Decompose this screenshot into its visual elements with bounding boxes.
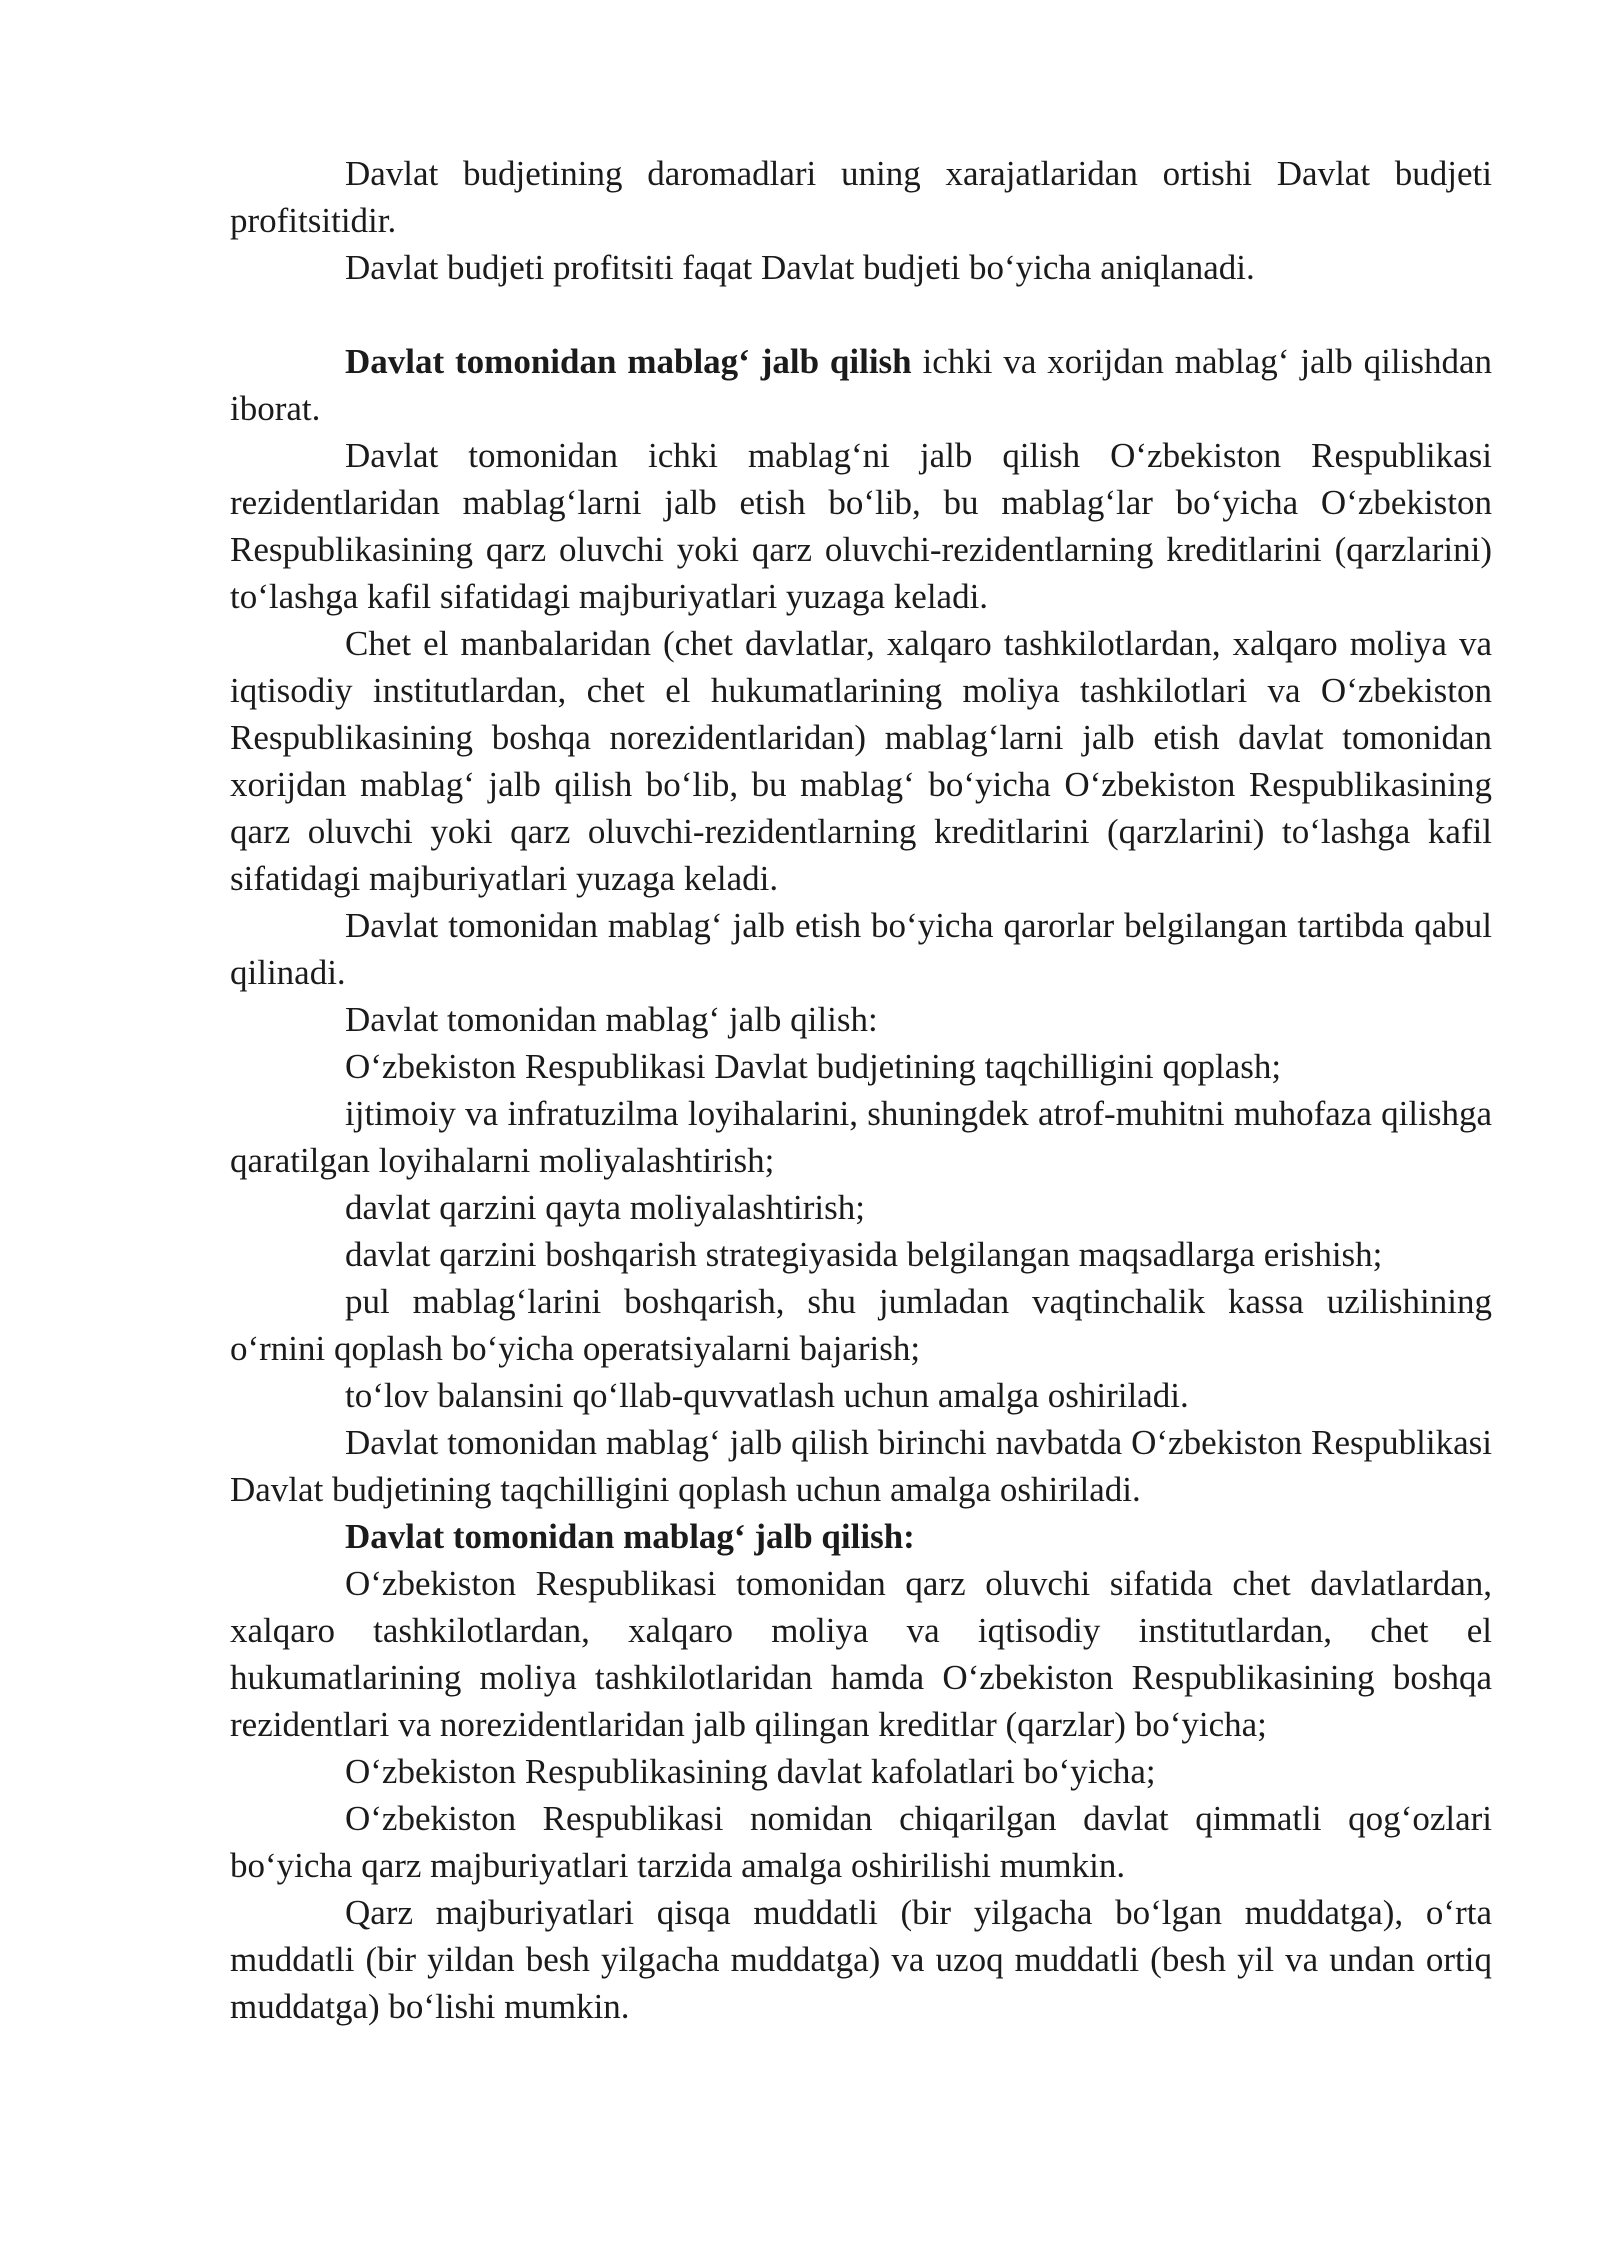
paragraph-borrowing-definition: [230, 338, 1492, 432]
paragraph-borrowing-definition-text: ichki va xorijdan mablag‘ jalb qilishdan iborat.: [230, 342, 1493, 428]
list-item-cash-management: pul mablag‘larini boshqarish, shu jumladan vaqtinchalik kassa uzilishining o‘rnini qoplash bo‘yicha operatsiyalarni bajarish;: [230, 1282, 1492, 1368]
list-item-debt-refinancing: davlat qarzini qayta moliyalashtirish;: [345, 1188, 865, 1227]
list-item-state-guarantees: O‘zbekiston Respublikasining davlat kafolatlari bo‘yicha;: [345, 1752, 1156, 1791]
list-item-credits: O‘zbekiston Respublikasi tomonidan qarz oluvchi sifatida chet davlatlardan, xalqaro tashkilotlardan, xalqaro moliya va iqtisodiy institutlardan, chet el hukumatlarining moliya tashkilotlaridan hamda O‘zbekiston Respublikasining boshqa rezidentlari va norezidentlaridan jalb qilingan kreditlar (qarzlar) bo‘yicha;: [230, 1564, 1492, 1744]
paragraph-debt-terms: Qarz majburiyatlari qisqa muddatli (bir yilgacha bo‘lgan muddatga), o‘rta muddatli (bir yildan besh yilgacha muddatga) va uzoq muddatli (besh yil va undan ortiq muddatga) bo‘lishi mumkin.: [230, 1893, 1492, 2026]
paragraph-borrowing-decisions: Davlat tomonidan mablag‘ jalb etish bo‘yicha qarorlar belgilangan tartibda qabul qilinadi.: [230, 906, 1492, 992]
paragraph-profitsit-definition: Davlat budjetining daromadlari uning xarajatlaridan ortishi Davlat budjeti profitsitidir.: [230, 154, 1492, 240]
list-item-debt-strategy: davlat qarzini boshqarish strategiyasida belgilangan maqsadlarga erishish;: [345, 1235, 1383, 1274]
bold-heading-borrowing-forms: Davlat tomonidan mablag‘ jalb qilish:: [345, 1517, 915, 1556]
list-item-balance-of-payments: to‘lov balansini qo‘llab-quvvatlash uchun amalga oshiriladi.: [345, 1376, 1189, 1415]
document-page: [230, 150, 1492, 2030]
paragraph-borrowing-forms-heading: [230, 1513, 1492, 1560]
paragraph-foreign-borrowing: Chet el manbalaridan (chet davlatlar, xalqaro tashkilotlardan, xalqaro moliya va iqtisodiy institutlardan, chet el hukumatlarining moliya tashkilotlari va O‘zbekiston Respublikasining boshqa norezidentlaridan) mablag‘larni jalb etish davlat tomonidan xorijdan mablag‘ jalb qilish bo‘lib, bu mablag‘ bo‘yicha O‘zbekiston Respublikasining qarz oluvchi yoki qarz oluvchi-rezidentlarning kreditlarini (qarzlarini) to‘lashga kafil sifatidagi majburiyatlari yuzaga keladi.: [230, 624, 1492, 898]
paragraph-priority: Davlat tomonidan mablag‘ jalb qilish birinchi navbatda O‘zbekiston Respublikasi Davlat budjetining taqchilligini qoplash uchun amalga oshiriladi.: [230, 1423, 1492, 1509]
paragraph-domestic-borrowing: Davlat tomonidan ichki mablag‘ni jalb qilish O‘zbekiston Respublikasi rezidentlaridan mablag‘larni jalb etish bo‘lib, bu mablag‘lar bo‘yicha O‘zbekiston Respublikasining qarz oluvchi yoki qarz oluvchi-rezidentlarning kreditlarini (qarzlarini) to‘lashga kafil sifatidagi majburiyatlari yuzaga keladi.: [230, 436, 1492, 616]
bold-term-borrowing: Davlat tomonidan mablag‘ jalb qilish: [345, 342, 912, 381]
list-item-deficit-financing: O‘zbekiston Respublikasi Davlat budjetining taqchilligini qoplash;: [345, 1047, 1282, 1086]
list-item-project-financing: ijtimoiy va infratuzilma loyihalarini, shuningdek atrof-muhitni muhofaza qilishga qaratilgan loyihalarni moliyalashtirish;: [230, 1094, 1492, 1180]
paragraph-borrowing-purposes-intro: Davlat tomonidan mablag‘ jalb qilish:: [345, 1000, 878, 1039]
list-item-securities: O‘zbekiston Respublikasi nomidan chiqarilgan davlat qimmatli qog‘ozlari bo‘yicha qarz majburiyatlari tarzida amalga oshirilishi mumkin.: [230, 1799, 1492, 1885]
paragraph-profitsit-determination: Davlat budjeti profitsiti faqat Davlat budjeti bo‘yicha aniqlanadi.: [345, 248, 1255, 287]
